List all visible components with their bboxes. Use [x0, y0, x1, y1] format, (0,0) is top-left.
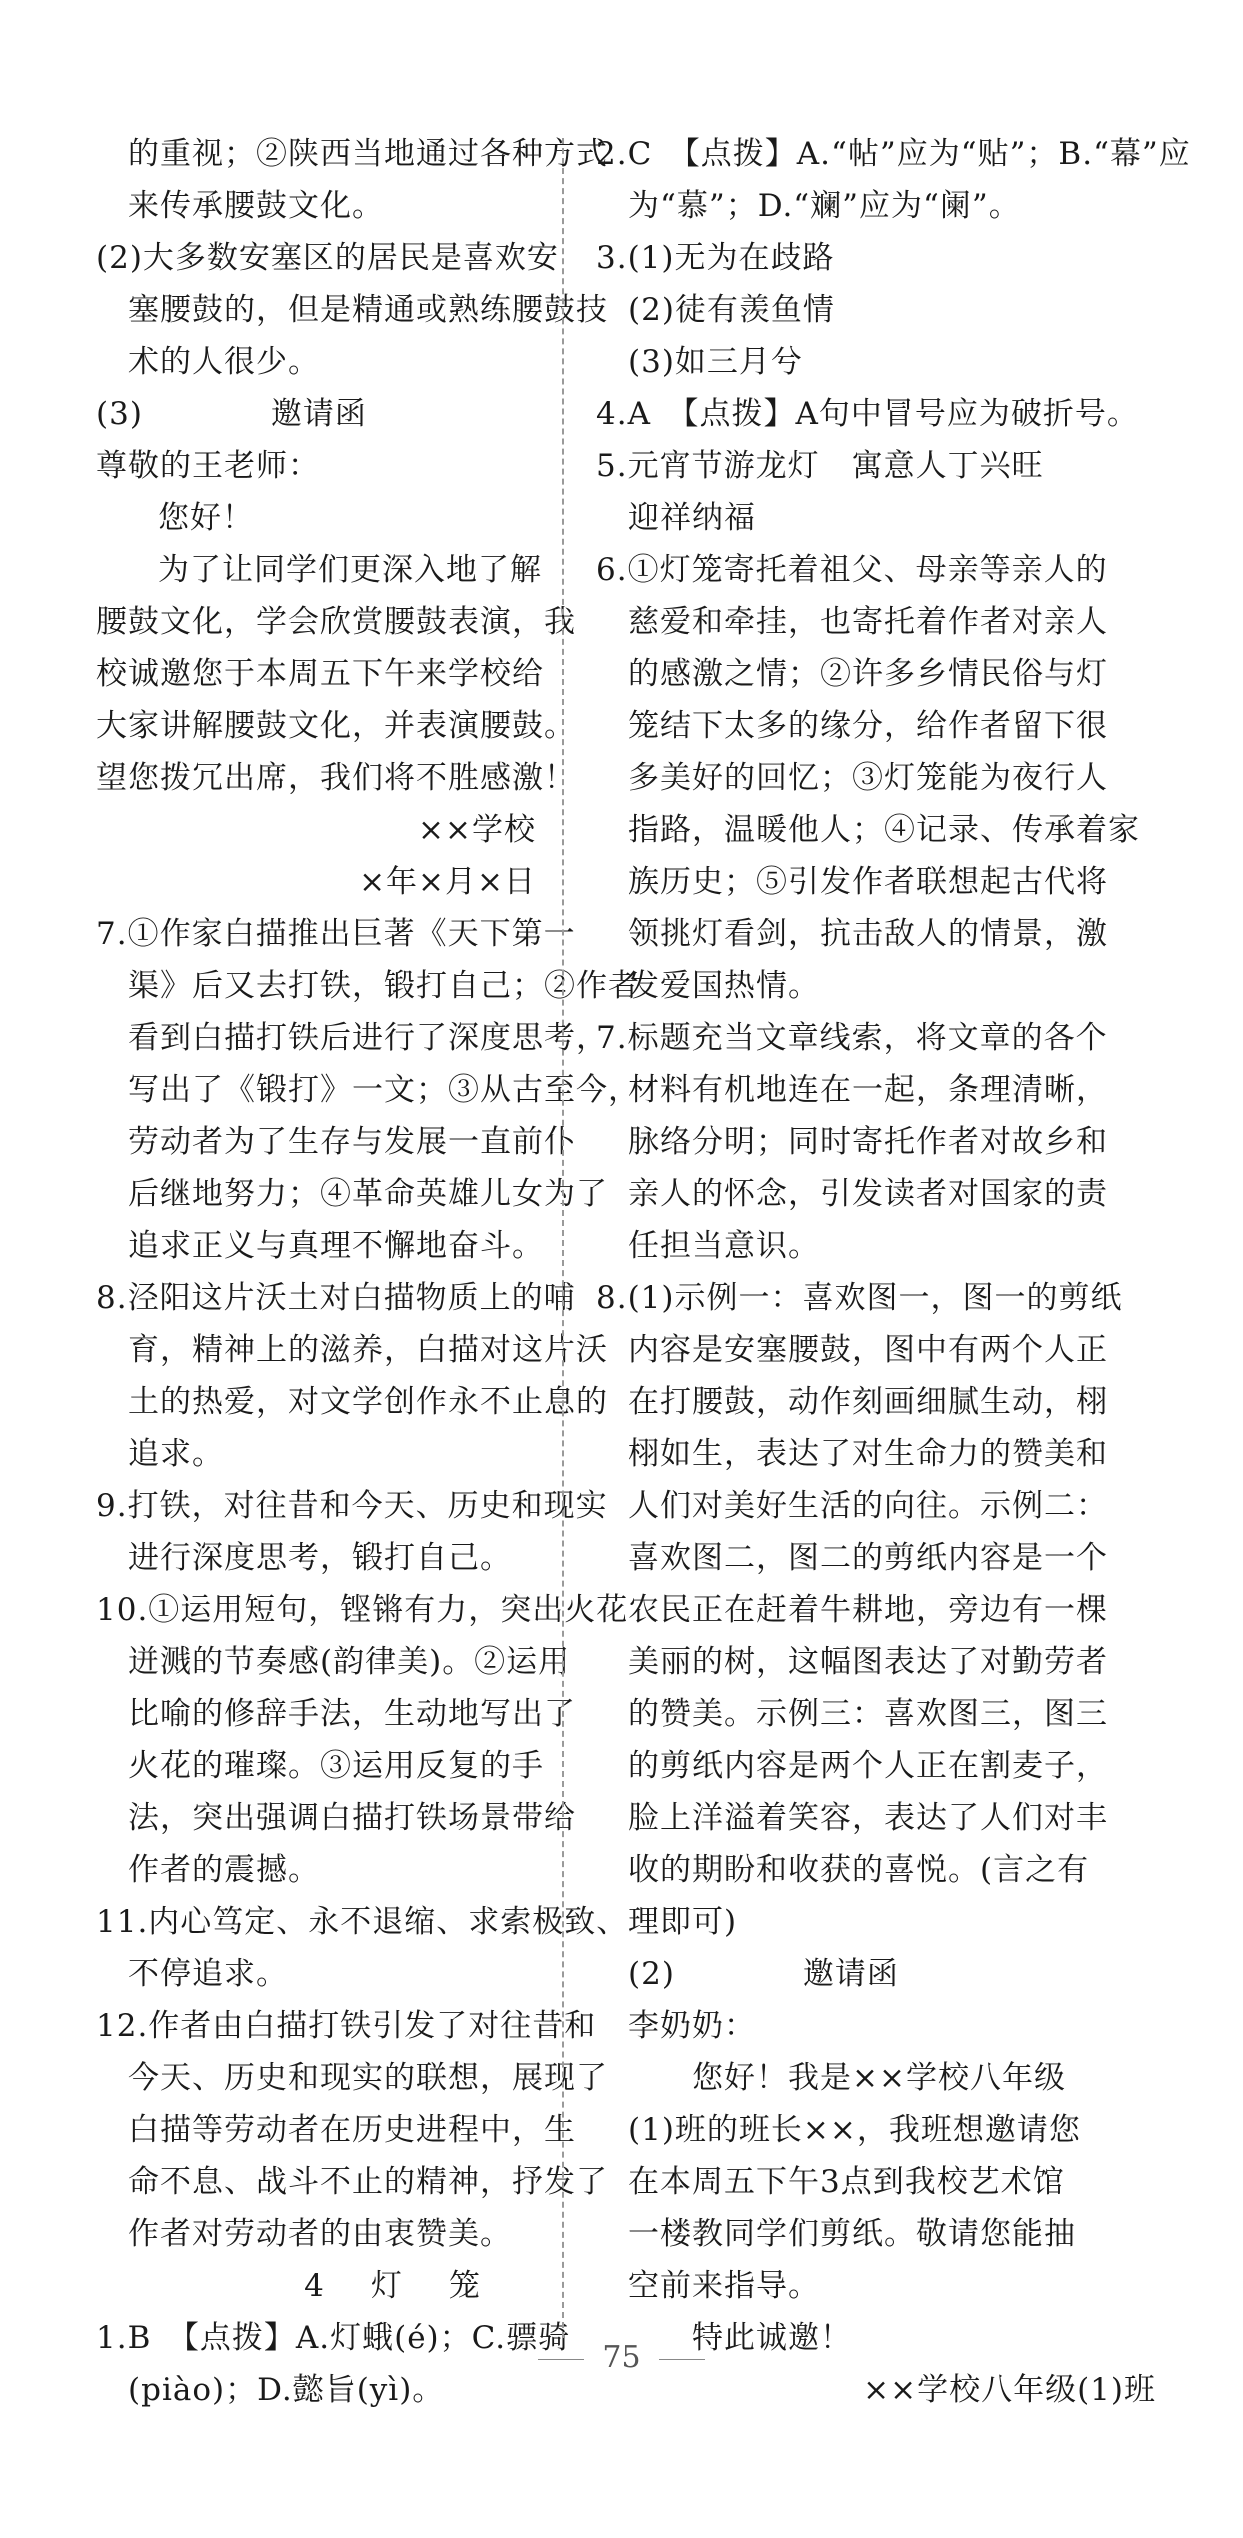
text-line: 喜欢图二，图二的剪纸内容是一个 [628, 1540, 1108, 1576]
text-line: 命不息、战斗不止的精神，抒发了 [128, 2164, 608, 2200]
text-line: 腰鼓文化，学会欣赏腰鼓表演，我 [96, 604, 576, 640]
text-line: 在本周五下午3点到我校艺术馆 [628, 2164, 1065, 2200]
text-line: 农民正在赶着牛耕地，旁边有一棵 [628, 1592, 1108, 1628]
text-line: 6.①灯笼寄托着祖父、母亲等亲人的 [596, 552, 1108, 588]
text-line: 人们对美好生活的向往。示例二： [628, 1488, 1108, 1524]
text-line: (3) 邀请函 [96, 396, 367, 432]
text-line: 发爱国热情。 [628, 968, 820, 1004]
lesson-title: 4 灯 笼 [304, 2268, 488, 2304]
text-line: 望您拨冗出席，我们将不胜感激！ [96, 760, 576, 796]
text-line: 您好！我是××学校八年级 [692, 2060, 1066, 2096]
text-line: 火花的璀璨。③运用反复的手 [128, 1748, 544, 1784]
text-line: 材料有机地连在一起，条理清晰， [628, 1072, 1108, 1108]
text-line: ××学校八年级(1)班 [863, 2372, 1156, 2408]
text-line: ×年×月×日 [359, 864, 536, 900]
text-line: 8.泾阳这片沃土对白描物质上的哺 [96, 1280, 576, 1316]
text-line: 比喻的修辞手法，生动地写出了 [128, 1696, 576, 1732]
text-line: 内容是安塞腰鼓，图中有两个人正 [628, 1332, 1108, 1368]
text-line: 大家讲解腰鼓文化，并表演腰鼓。 [96, 708, 576, 744]
text-line: ××学校 [418, 812, 536, 848]
text-line: 为了让同学们更深入地了解 [158, 552, 542, 588]
text-line: 来传承腰鼓文化。 [128, 188, 384, 224]
text-line: (2)徒有羡鱼情 [628, 292, 835, 328]
column-divider [562, 138, 564, 2338]
text-line: 空前来指导。 [628, 2268, 820, 2304]
text-line: 进行深度思考，锻打自己。 [128, 1540, 512, 1576]
text-line: 的感激之情；②许多乡情民俗与灯 [628, 656, 1108, 692]
text-line: 看到白描打铁后进行了深度思考， [128, 1020, 608, 1056]
text-line: 李奶奶： [628, 2008, 756, 2044]
text-line: 5.元宵节游龙灯 寓意人丁兴旺 [596, 448, 1044, 484]
footer-dash-right [659, 2359, 705, 2360]
footer-dash-left [538, 2359, 584, 2360]
text-line: 美丽的树，这幅图表达了对勤劳者 [628, 1644, 1108, 1680]
text-line: 您好！ [158, 500, 254, 536]
text-line: 脉络分明；同时寄托作者对故乡和 [628, 1124, 1108, 1160]
text-line: 指路，温暖他人；④记录、传承着家 [628, 812, 1140, 848]
text-line: 族历史；⑤引发作者联想起古代将 [628, 864, 1108, 900]
text-line: 多美好的回忆；③灯笼能为夜行人 [628, 760, 1108, 796]
text-line: 迎祥纳福 [628, 500, 756, 536]
text-line: (1)班的班长××，我班想邀请您 [628, 2112, 1081, 2148]
text-line: 渠》后又去打铁，锻打自己；②作者 [128, 968, 640, 1004]
text-line: 育，精神上的滋养，白描对这片沃 [128, 1332, 608, 1368]
page-number-footer [0, 2340, 1243, 2375]
text-line: 脸上洋溢着笑容，表达了人们对丰 [628, 1800, 1108, 1836]
text-line: 8.(1)示例一：喜欢图一，图一的剪纸 [596, 1280, 1123, 1316]
text-line: 一楼教同学们剪纸。敬请您能抽 [628, 2216, 1076, 2252]
text-line: 2.C 【点拨】A.“帖”应为“贴”；B.“幕”应 [596, 136, 1191, 172]
text-line: 理即可) [628, 1904, 738, 1940]
text-line: 栩如生，表达了对生命力的赞美和 [628, 1436, 1108, 1472]
text-line: 笼结下太多的缘分，给作者留下很 [628, 708, 1108, 744]
text-line: 慈爱和牵挂，也寄托着作者对亲人 [628, 604, 1108, 640]
text-line: 亲人的怀念，引发读者对国家的责 [628, 1176, 1108, 1212]
page-number: 75 [602, 2340, 641, 2375]
text-line: 写出了《锻打》一文；③从古至今， [128, 1072, 640, 1108]
text-line: 作者的震撼。 [128, 1852, 320, 1888]
text-line: 土的热爱，对文学创作永不止息的 [128, 1384, 608, 1420]
text-line: 7.①作家白描推出巨著《天下第一 [96, 916, 576, 952]
text-line: 7.标题充当文章线索，将文章的各个 [596, 1020, 1108, 1056]
text-line: 劳动者为了生存与发展一直前仆 [128, 1124, 576, 1160]
text-line: 在打腰鼓，动作刻画细腻生动，栩 [628, 1384, 1108, 1420]
text-line: 术的人很少。 [128, 344, 320, 380]
text-line: (piào)；D.懿旨(yì)。 [128, 2372, 445, 2408]
text-line: 后继地努力；④革命英雄儿女为了 [128, 1176, 608, 1212]
text-line: 尊敬的王老师： [96, 448, 320, 484]
text-line: 校诚邀您于本周五下午来学校给 [96, 656, 544, 692]
text-line: (3)如三月兮 [628, 344, 803, 380]
text-line: 作者对劳动者的由衷赞美。 [128, 2216, 512, 2252]
text-line: 特此诚邀！ [692, 2320, 852, 2356]
text-line: 4.A 【点拨】A句中冒号应为破折号。 [596, 396, 1139, 432]
text-line: 不停追求。 [128, 1956, 288, 1992]
text-line: 追求正义与真理不懈地奋斗。 [128, 1228, 544, 1264]
text-line: 1.B 【点拨】A.灯蛾(é)；C.骠骑 [96, 2320, 571, 2356]
text-line: 为“慕”；D.“斓”应为“阑”。 [628, 188, 1021, 224]
text-line: 10.①运用短句，铿锵有力，突出火花 [96, 1592, 629, 1628]
text-line: 11.内心笃定、永不退缩、求索极致、 [96, 1904, 629, 1940]
text-line: 的重视；②陕西当地通过各种方式 [128, 136, 608, 172]
text-line: 今天、历史和现实的联想，展现了 [128, 2060, 608, 2096]
text-line: 12.作者由白描打铁引发了对往昔和 [96, 2008, 597, 2044]
text-line: 追求。 [128, 1436, 224, 1472]
text-line: 收的期盼和收获的喜悦。(言之有 [628, 1852, 1090, 1888]
right-column [596, 128, 1191, 2416]
text-line: (2) 邀请函 [628, 1956, 899, 1992]
text-line: 3.(1)无为在歧路 [596, 240, 835, 276]
text-line: 法，突出强调白描打铁场景带给 [128, 1800, 576, 1836]
text-line: 的剪纸内容是两个人正在割麦子， [628, 1748, 1108, 1784]
text-line: 迸溅的节奏感(韵律美)。②运用 [128, 1644, 571, 1680]
text-line: 领挑灯看剑，抗击敌人的情景，激 [628, 916, 1108, 952]
text-line: 白描等劳动者在历史进程中，生 [128, 2112, 576, 2148]
text-line: 塞腰鼓的，但是精通或熟练腰鼓技 [128, 292, 608, 328]
text-line: (2)大多数安塞区的居民是喜欢安 [96, 240, 559, 276]
text-line: 的赞美。示例三：喜欢图三，图三 [628, 1696, 1108, 1732]
text-line: 9.打铁，对往昔和今天、历史和现实 [96, 1488, 608, 1524]
text-line: 任担当意识。 [628, 1228, 820, 1264]
